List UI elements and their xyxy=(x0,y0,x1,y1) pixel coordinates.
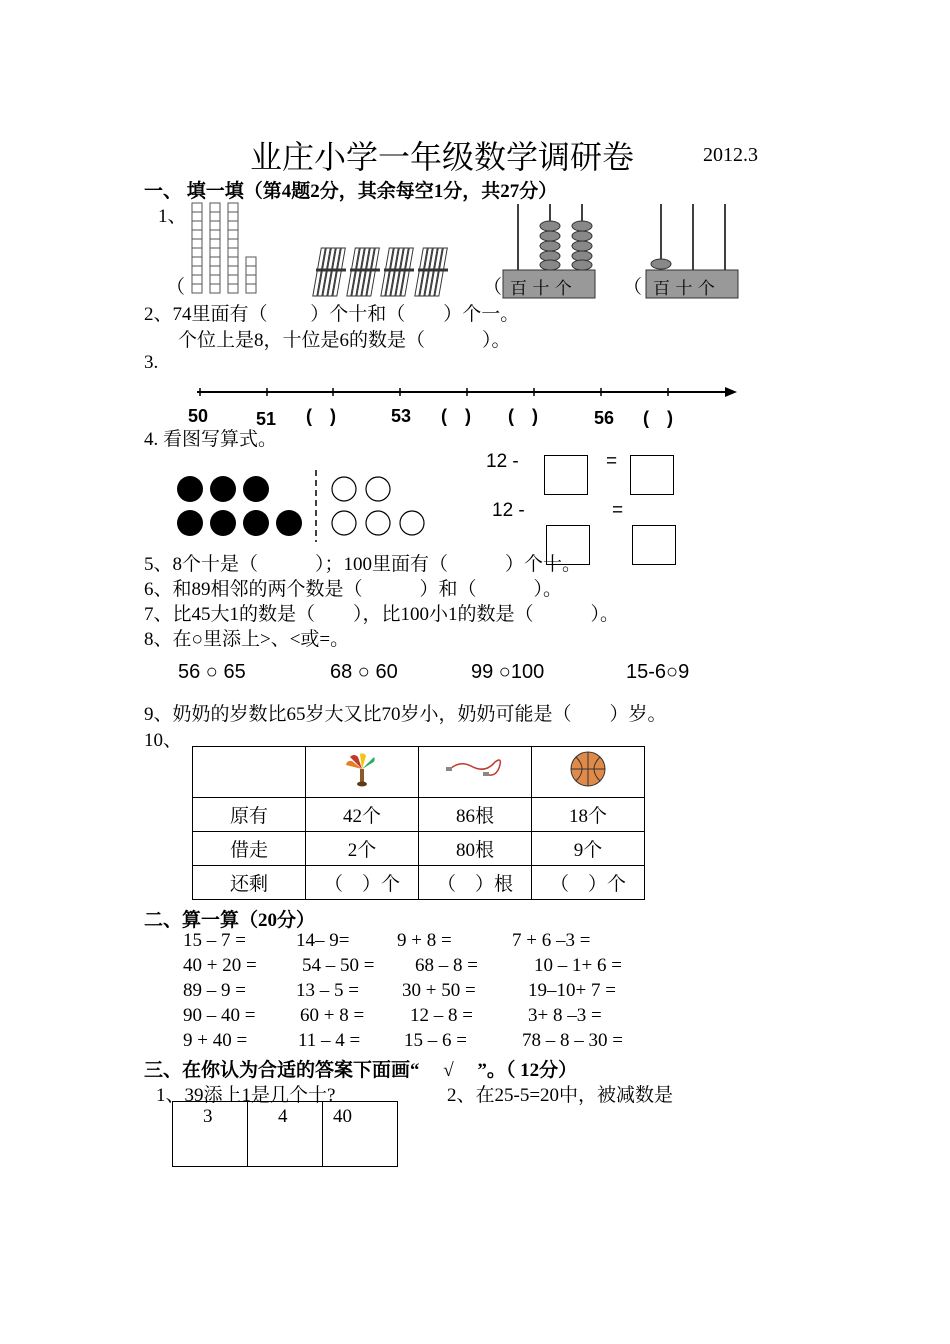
q10-header-blank xyxy=(193,747,306,798)
q1-paren-b: （ xyxy=(483,277,503,298)
q4-equation-1-left: 12 - xyxy=(486,451,519,472)
stick-bundle-1 xyxy=(313,248,346,296)
calc-item: 60 + 8 = xyxy=(300,1005,365,1026)
q2-line-2: 个位上是8，十位是6的数是（ ）。 xyxy=(178,330,511,351)
q10-row-label: 原有 xyxy=(193,798,306,832)
q8-item-1: 56 ○ 65 xyxy=(178,661,246,683)
calc-item: 10 – 1+ 6 = xyxy=(534,955,622,976)
section-2-header: 二、算一算（20分） xyxy=(144,910,316,931)
q8-text: 8、在○里添上>、<或=。 xyxy=(144,629,350,650)
section-1-header: 一、 填一填（第4题2分，其余每空1分，共27分） xyxy=(144,181,558,202)
exam-date: 2012.3 xyxy=(703,144,758,166)
q4-text: 4. 看图写算式。 xyxy=(144,429,278,450)
q10-cell: 42个 xyxy=(306,798,419,832)
q1-paren-c: （ xyxy=(623,277,643,298)
basketball-icon xyxy=(568,749,608,789)
number-line-label-1: 50 xyxy=(188,406,209,426)
calc-item: 11 – 4 = xyxy=(298,1030,361,1051)
calc-item: 3+ 8 –3 = xyxy=(528,1005,602,1026)
q8-item-2: 68 ○ 60 xyxy=(330,661,398,683)
abacus-2 xyxy=(643,204,741,300)
q10-header-basketball xyxy=(532,747,645,798)
s3-q1-options-row xyxy=(173,1102,398,1167)
number-line-label-3: 53 xyxy=(391,406,412,426)
calc-item: 90 – 40 = xyxy=(183,1005,256,1026)
calc-item: 7 + 6 –3 = xyxy=(512,930,591,951)
calc-item: 54 – 50 = xyxy=(302,955,375,976)
number-line-blank-3: ( ) xyxy=(508,406,538,426)
option-cell[interactable]: 4 xyxy=(248,1102,323,1167)
q10-answer-cell[interactable]: （ ）根 xyxy=(419,866,532,900)
q8-item-3: 99 ○100 xyxy=(471,661,545,683)
q4-eq1-box-b[interactable] xyxy=(630,455,674,495)
q4-eq1-box-a[interactable] xyxy=(544,455,588,495)
q10-cell: 18个 xyxy=(532,798,645,832)
q10-row-borrowed xyxy=(193,832,645,866)
section-3-header: 三、在你认为合适的答案下面画“ √ ”。（ 12分） xyxy=(144,1060,578,1081)
q10-header-jump-rope xyxy=(419,747,532,798)
q10-cell: 80根 xyxy=(419,832,532,866)
calc-item: 13 – 5 = xyxy=(296,980,359,1001)
number-line xyxy=(195,384,740,400)
cube-column-1 xyxy=(192,203,202,293)
q1-number: 1、 xyxy=(158,206,187,227)
stick-bundle-4 xyxy=(415,248,448,296)
q10-cell: 86根 xyxy=(419,798,532,832)
shuttlecock-icon xyxy=(342,751,382,787)
calc-item: 12 – 8 = xyxy=(410,1005,473,1026)
calc-item: 15 – 6 = xyxy=(404,1030,467,1051)
calc-item: 68 – 8 = xyxy=(415,955,478,976)
calc-item: 78 – 8 – 30 = xyxy=(522,1030,623,1051)
q10-cell: 9个 xyxy=(532,832,645,866)
q4-eq2-equals: = xyxy=(612,500,624,521)
q4-eq2-box-a[interactable] xyxy=(546,525,590,565)
q10-header-row xyxy=(193,747,645,798)
s3-q2-text: 2、在25-5=20中，被减数是 xyxy=(447,1085,674,1106)
q10-answer-cell[interactable]: （ ）个 xyxy=(306,866,419,900)
abacus-2-label: 百 十 个 xyxy=(653,279,715,299)
cube-column-4 xyxy=(246,257,256,293)
calc-item: 40 + 20 = xyxy=(183,955,257,976)
q10-row-label: 还剩 xyxy=(193,866,306,900)
q10-answer-cell[interactable]: （ ）个 xyxy=(532,866,645,900)
calc-item: 9 + 8 = xyxy=(397,930,452,951)
s3-q1-text: 1、39添上1是几个十? xyxy=(156,1085,336,1106)
calc-item: 19–10+ 7 = xyxy=(528,980,616,1001)
q10-header-shuttlecock xyxy=(306,747,419,798)
calc-item: 14– 9= xyxy=(296,930,350,951)
q10-row-remaining xyxy=(193,866,645,900)
q10-row-label: 借走 xyxy=(193,832,306,866)
cube-column-3 xyxy=(228,203,238,293)
calc-item: 15 – 7 = xyxy=(183,930,246,951)
q2-line-1: 2、74里面有（ ）个十和（ ）个一。 xyxy=(144,304,520,325)
number-line-blank-4: ( ) xyxy=(643,408,673,428)
calc-item: 89 – 9 = xyxy=(183,980,246,1001)
q6-text: 6、和89相邻的两个数是（ ）和（ ）。 xyxy=(144,579,563,600)
cube-column-2 xyxy=(210,203,220,293)
abacus-1-label: 百 十 个 xyxy=(510,279,572,299)
page-title: 业庄小学一年级数学调研卷 xyxy=(250,138,635,176)
q10-number: 10、 xyxy=(144,730,183,751)
q4-eq2-box-b[interactable] xyxy=(632,525,676,565)
q1-paren-a: （ xyxy=(166,277,186,298)
q4-equation-2-left: 12 - xyxy=(492,500,525,521)
s3-q1-options-table xyxy=(172,1101,398,1167)
number-line-label-4: 56 xyxy=(594,408,615,428)
stick-bundle-3 xyxy=(381,248,414,296)
q7-text: 7、比45大1的数是（ ），比100小1的数是（ ）。 xyxy=(144,604,620,625)
option-cell[interactable]: 40 xyxy=(323,1102,398,1167)
q4-eq1-equals: = xyxy=(606,451,618,472)
q10-row-original xyxy=(193,798,645,832)
unit-cubes-illustration xyxy=(190,200,262,298)
number-line-blank-1: ( ) xyxy=(306,406,336,426)
abacus-1 xyxy=(500,204,598,300)
jump-rope-icon xyxy=(445,754,505,784)
number-line-blank-2: ( ) xyxy=(441,406,471,426)
q5-text: 5、8个十是（ ）；100里面有（ ）个十。 xyxy=(144,554,582,575)
q9-text: 9、奶奶的岁数比65岁大又比70岁小，奶奶可能是（ ）岁。 xyxy=(144,704,667,725)
number-line-label-2: 51 xyxy=(256,409,277,429)
q4-circles-illustration xyxy=(172,468,434,544)
option-cell[interactable]: 3 xyxy=(173,1102,248,1167)
q8-item-4: 15-6○9 xyxy=(626,661,690,683)
q3-number: 3. xyxy=(144,352,159,373)
calc-item: 30 + 50 = xyxy=(402,980,476,1001)
stick-bundles-illustration xyxy=(312,240,462,302)
q10-table xyxy=(192,746,645,900)
q10-cell: 2个 xyxy=(306,832,419,866)
calc-item: 9 + 40 = xyxy=(183,1030,248,1051)
stick-bundle-2 xyxy=(347,248,380,296)
